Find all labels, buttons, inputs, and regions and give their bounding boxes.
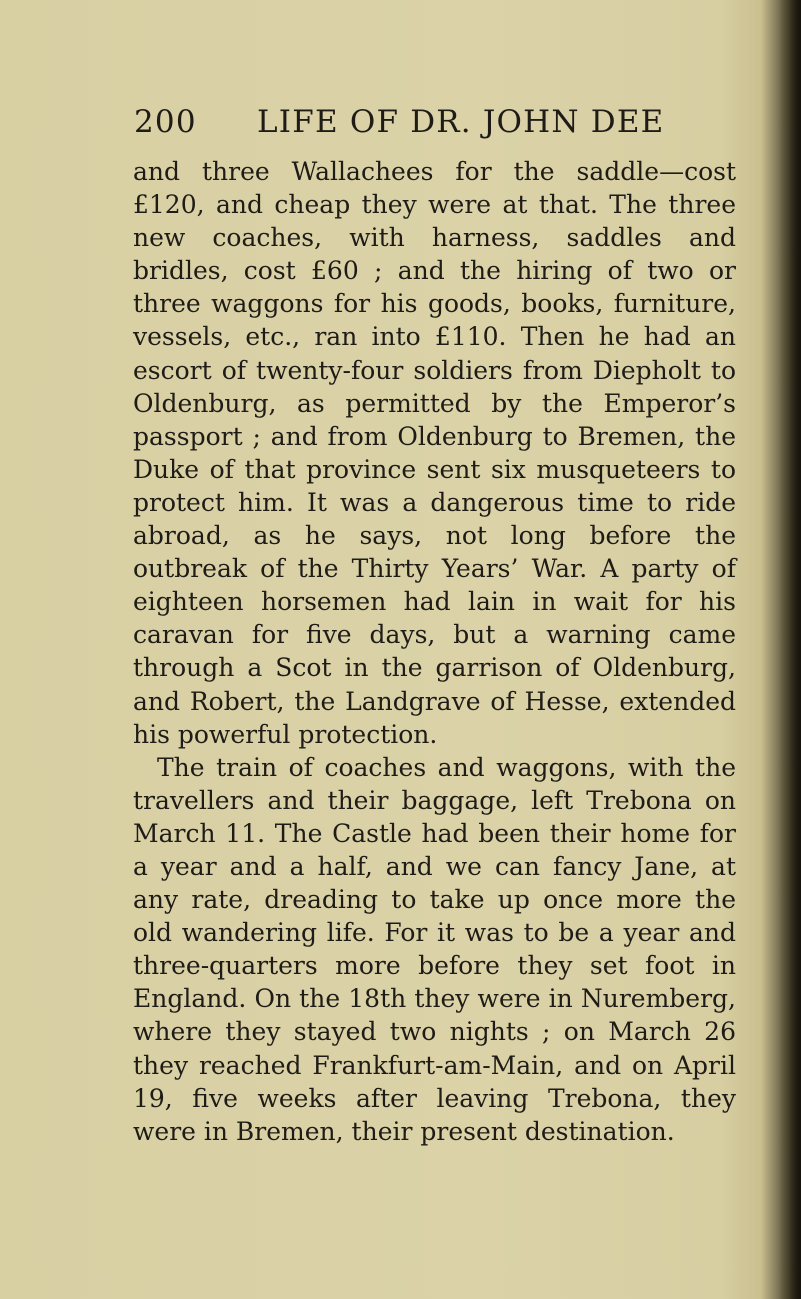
body-text	[133, 155, 736, 1148]
paragraph-1: and three Wallachees for the saddle—cost £120, and cheap they were at that. The three new coaches, with harness, saddles and bridles, cost £60 ; and the hiring of two or three waggons for his goods, books, furniture, vessels, etc., ran into £110. Then he had an escort of twenty-four soldiers from Diepholt to Oldenburg, as permitted by the Emperor’s passport ; and from Oldenburg to Bremen, the Duke of that province sent six musqueteers to protect him. It was a dangerous time to ride abroad, as he says, not long before the outbreak of the Thirty Years’ War. A party of eighteen horsemen had lain in wait for his caravan for five days, but a warning came through a Scot in the garrison of Oldenburg, and Robert, the Landgrave of Hesse, extended his powerful protection.	[133, 157, 736, 749]
page-number: 200	[134, 104, 197, 140]
page-edge-shadow	[779, 0, 801, 1299]
paragraph-2: The train of coaches and waggons, with the travellers and their baggage, left Trebona on March 11. The Castle had been their home for a year and a half, and we can fancy Jane, at any rate, dreading to take up once more the old wandering life. For it was to be a year and three-quarters more before they set foot in England. On the 18th they were in Nuremberg, where they stayed two nights ; on March 26 they reached Frankfurt-am-Main, and on April 19, five weeks after leaving Trebona, they were in Bremen, their present destination.	[133, 752, 736, 1146]
running-title: LIFE OF DR. JOHN DEE	[257, 104, 665, 140]
page-header	[134, 104, 734, 144]
